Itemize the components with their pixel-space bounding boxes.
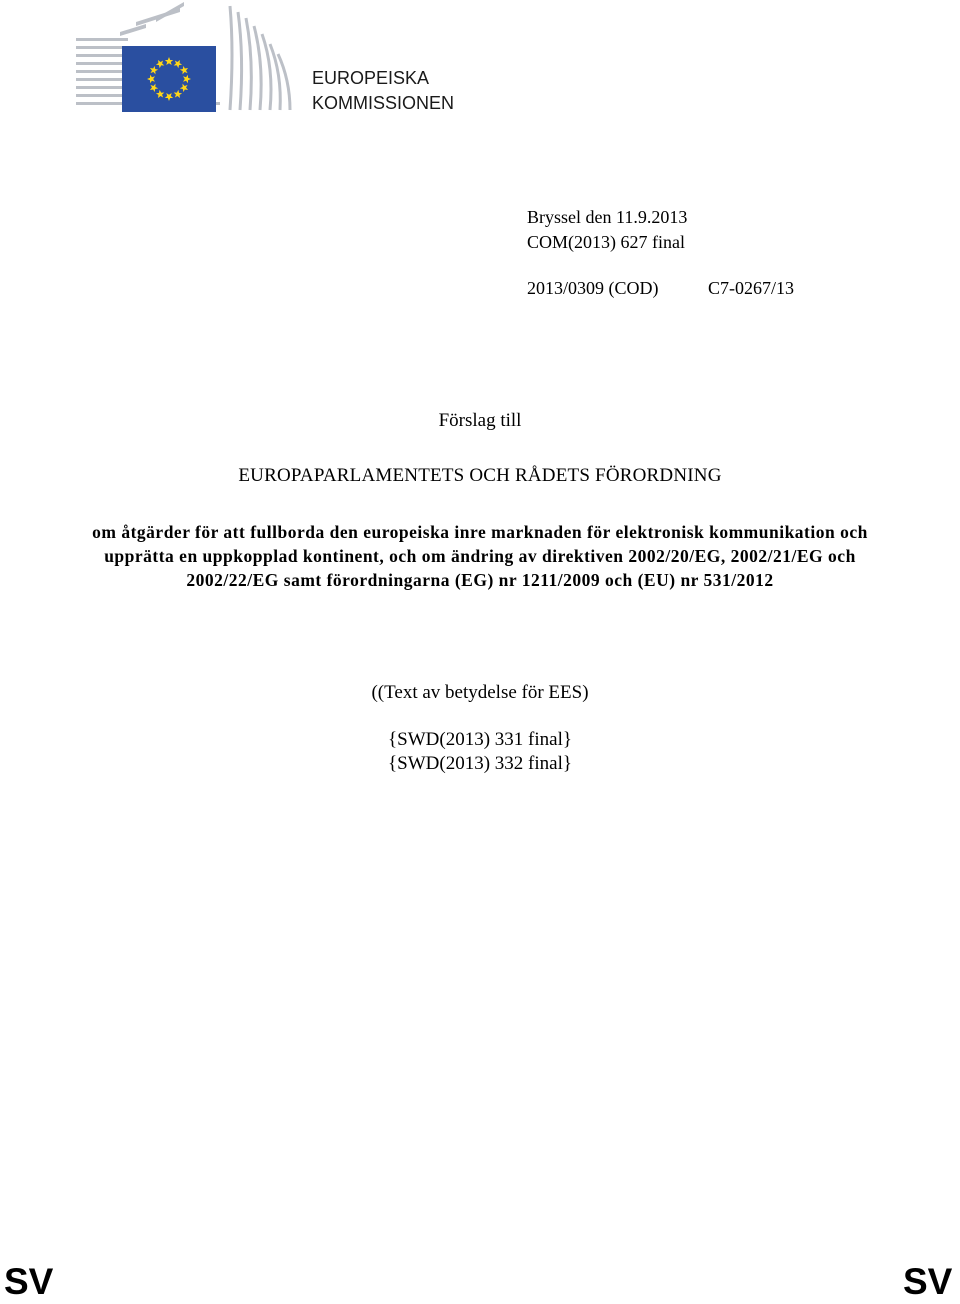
organization-name [312,66,454,116]
com-number: COM(2013) 627 final [527,232,685,252]
eu-flag-berlaymont-logo-icon [76,2,296,112]
language-code-right: SV [903,1261,953,1302]
proposal-label: Förslag till [438,410,522,431]
council-reference: C7-0267/13 [708,278,795,298]
european-commission-logo [76,2,296,112]
related-document-2: {SWD(2013) 332 final} [388,753,572,774]
organization-name-line-2: KOMMISSIONEN [312,93,455,113]
language-code-left: SV [4,1261,54,1302]
related-document-1: {SWD(2013) 331 final} [388,729,572,750]
document-date: Bryssel den 11.9.2013 [527,207,688,227]
regulation-subject: om åtgärder för att fullborda den europeiska inre marknaden för elektronisk kommunikation och upprätta en uppkopplad kontinent, och om ändring av direktiven 2002/20/EG, 2002/21/EG och 2002/22/EG samt förordningarna (EG) nr 1211/2009 och (EU) nr 531/2012 [92,522,868,590]
organization-name-line-1: EUROPEISKA [312,68,430,88]
procedure-number: 2013/0309 (COD) [527,278,659,298]
regulation-title: EUROPAPARLAMENTETS OCH RÅDETS FÖRORDNING [238,465,722,486]
eea-relevance-note: ((Text av betydelse för EES) [371,682,589,703]
